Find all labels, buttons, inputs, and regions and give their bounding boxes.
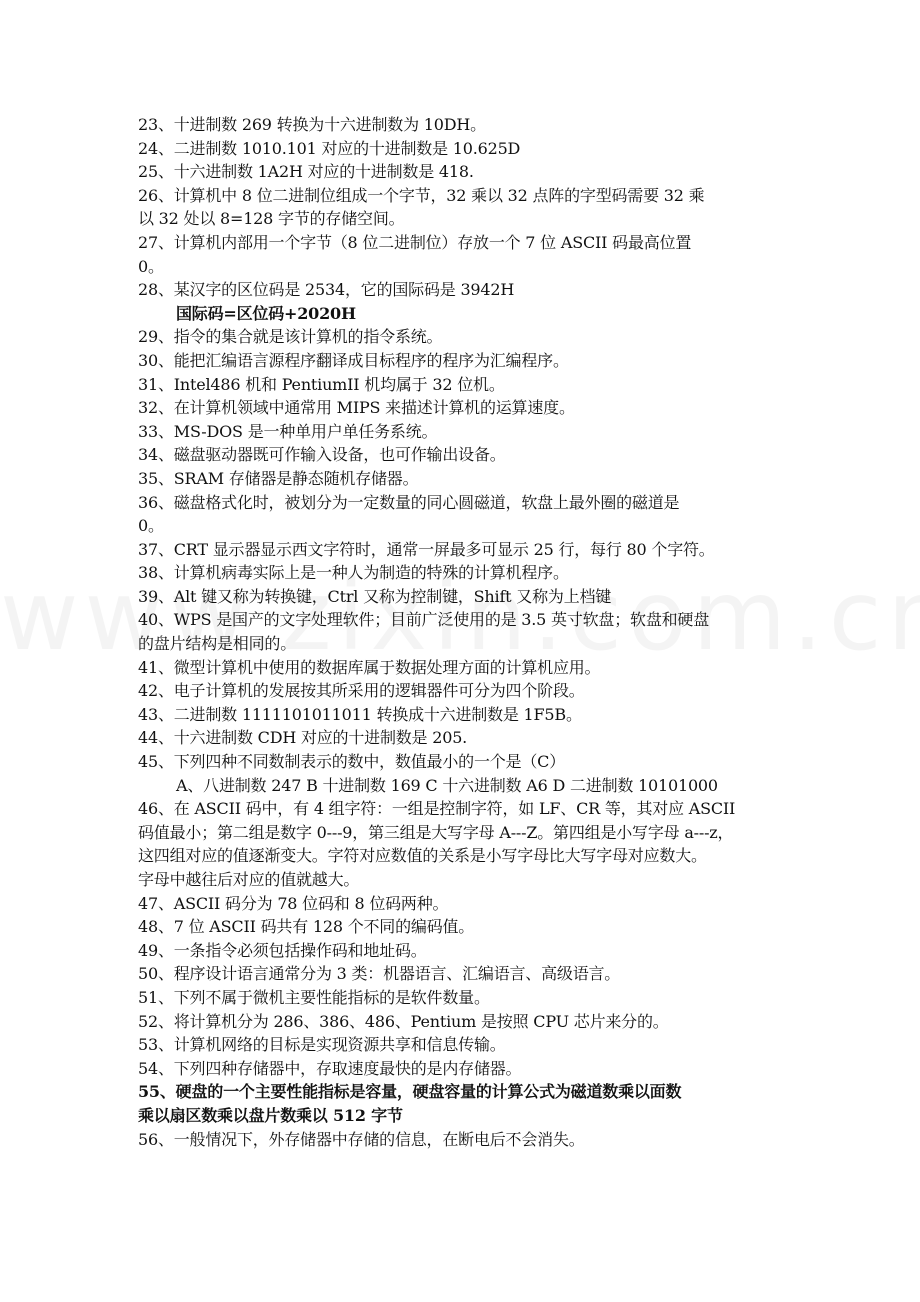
text-line: 24、二进制数 1010.101 对应的十进制数是 10.625D xyxy=(138,138,521,158)
text-line: 40、WPS 是国产的文字处理软件；目前广泛使用的是 3.5 英寸软盘；软盘和硬盘 xyxy=(138,610,710,630)
text-line: 以 32 处以 8=128 字节的存储空间。 xyxy=(138,209,405,229)
text-line: 字母中越往后对应的值就越大。 xyxy=(138,870,360,889)
text-line: 34、磁盘驱动器既可作输入设备，也可作输出设备。 xyxy=(138,445,506,465)
text-line: 42、电子计算机的发展按其所采用的逻辑器件可分为四个阶段。 xyxy=(138,681,585,701)
text-line: 36、磁盘格式化时，被划分为一定数量的同心圆磁道，软盘上最外圈的磁道是 xyxy=(138,492,680,512)
text-line: 49、一条指令必须包括操作码和地址码。 xyxy=(138,940,427,960)
text-line: 52、将计算机分为 286、386、486、Pentium 是按照 CPU 芯片来分的。 xyxy=(138,1011,669,1031)
text-line: 29、指令的集合就是该计算机的指令系统。 xyxy=(138,327,443,347)
text-line: 乘以扇区数乘以盘片数乘以 512 字节 xyxy=(138,1105,403,1125)
text-line: 国际码=区位码+2020H xyxy=(176,303,356,323)
text-line: 39、Alt 键又称为转换键，Ctrl 又称为控制键，Shift 又称为上档键 xyxy=(138,586,612,606)
text-line: 25、十六进制数 1A2H 对应的十进制数是 418. xyxy=(138,162,474,182)
text-line: 53、计算机网络的目标是实现资源共享和信息传输。 xyxy=(138,1035,506,1055)
text-line: 30、能把汇编语言源程序翻译成目标程序的程序为汇编程序。 xyxy=(138,350,569,370)
text-line: 56、一般情况下，外存储器中存储的信息，在断电后不会消失。 xyxy=(138,1129,585,1149)
text-line: 41、微型计算机中使用的数据库属于数据处理方面的计算机应用。 xyxy=(138,657,601,677)
text-line: 28、某汉字的区位码是 2534，它的国际码是 3942H xyxy=(138,280,515,300)
text-line: 50、程序设计语言通常分为 3 类：机器语言、汇编语言、高级语言。 xyxy=(138,964,621,984)
text-line: 55、硬盘的一个主要性能指标是容量，硬盘容量的计算公式为磁道数乘以面数 xyxy=(138,1082,682,1102)
text-line: 码值最小；第二组是数字 0---9，第三组是大写字母 A---Z。第四组是小写字母 a---z， xyxy=(138,822,734,842)
text-line: 33、MS-DOS 是一种单用户单任务系统。 xyxy=(138,421,438,441)
text-line: 23、十进制数 269 转换为十六进制数为 10DH。 xyxy=(138,115,486,134)
text-line: 54、下列四种存储器中，存取速度最快的是内存储器。 xyxy=(138,1058,522,1078)
text-line: 32、在计算机领域中通常用 MIPS 来描述计算机的运算速度。 xyxy=(138,398,575,418)
text-line: 46、在 ASCII 码中，有 4 组字符：一组是控制字符，如 LF、CR 等，其对应 ASCII xyxy=(138,799,736,819)
text-line: 47、ASCII 码分为 78 位码和 8 位码两种。 xyxy=(138,893,449,913)
text-line: 0。 xyxy=(138,256,164,276)
text-line: 26、计算机中 8 位二进制位组成一个字节，32 乘以 32 点阵的字型码需要 32 乘 xyxy=(138,185,705,205)
text-line: 38、计算机病毒实际上是一种人为制造的特殊的计算机程序。 xyxy=(138,563,569,583)
text-line: A、八进制数 247 B 十进制数 169 C 十六进制数 A6 D 二进制数 10101000 xyxy=(176,775,718,795)
text-line: 45、下列四种不同数制表示的数中，数值最小的一个是（C） xyxy=(138,752,566,772)
text-line: 37、CRT 显示器显示西文字符时，通常一屏最多可显示 25 行，每行 80 个字符。 xyxy=(138,539,715,559)
text-line: 31、Intel486 机和 PentiumII 机均属于 32 位机。 xyxy=(138,374,505,394)
text-line: 27、计算机内部用一个字节（8 位二进制位）存放一个 7 位 ASCII 码最高位置 xyxy=(138,232,692,252)
text-line: 0。 xyxy=(138,516,164,536)
text-line: 43、二进制数 1111101011011 转换成十六进制数是 1F5B。 xyxy=(138,704,582,724)
text-line: 的盘片结构是相同的。 xyxy=(138,634,297,654)
text-line: 51、下列不属于微机主要性能指标的是软件数量。 xyxy=(138,987,490,1007)
text-line: 这四组对应的值逐渐变大。字符对应数值的关系是小写字母比大写字母对应数大。 xyxy=(138,846,707,866)
text-line: 35、SRAM 存储器是静态随机存储器。 xyxy=(138,468,419,488)
text-line: 44、十六进制数 CDH 对应的十进制数是 205. xyxy=(138,728,468,748)
text-line: 48、7 位 ASCII 码共有 128 个不同的编码值。 xyxy=(138,917,475,937)
document-body xyxy=(138,113,798,1151)
